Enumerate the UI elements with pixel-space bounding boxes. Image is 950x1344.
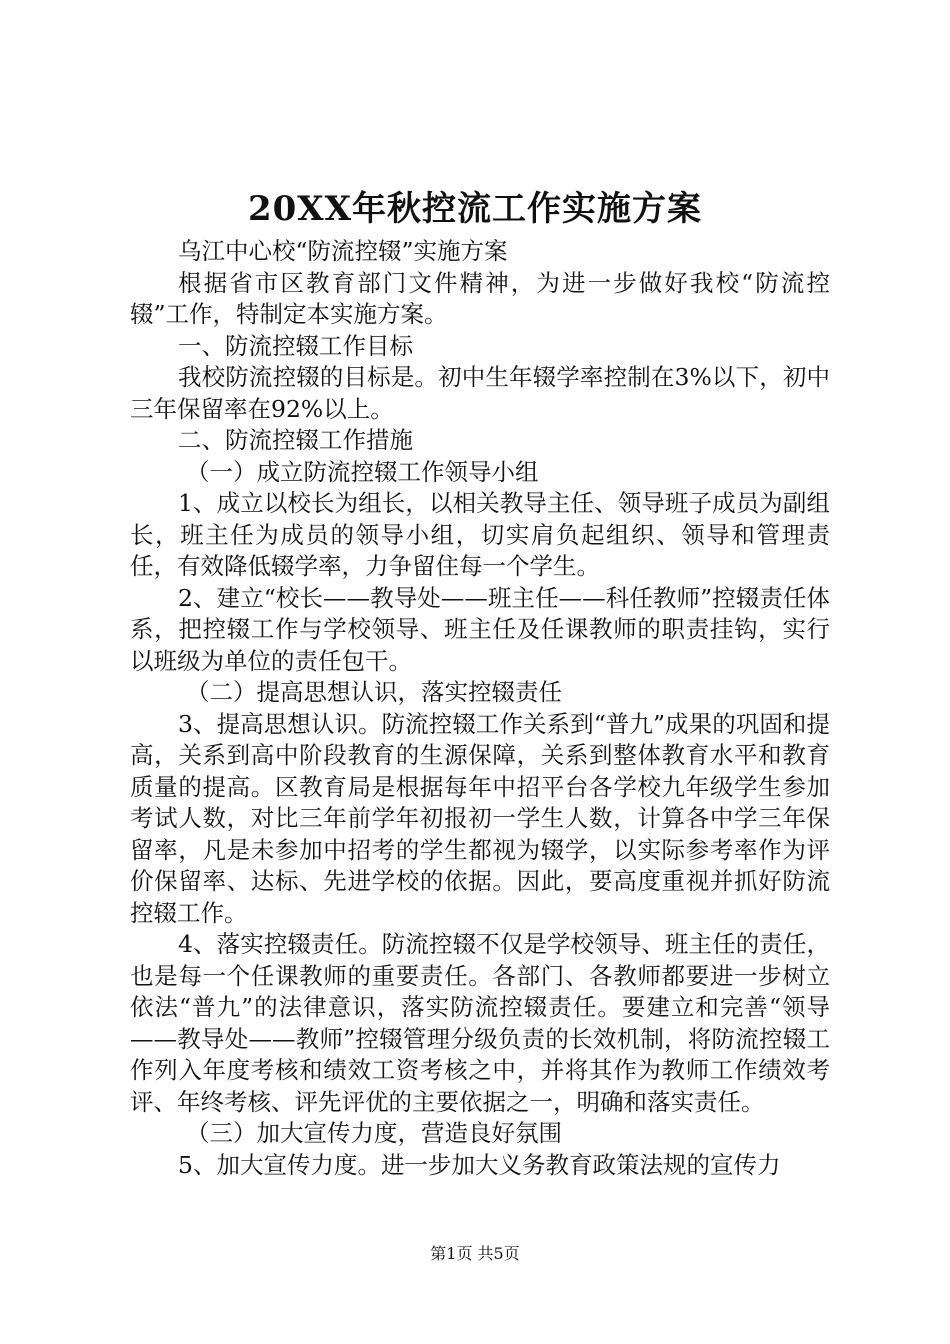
measure-paragraph-4: 4、落实控辍责任。防流控辍不仅是学校领导、班主任的责任，也是每一个任课教师的重要责任。各部门、各教师都要进一步树立依法“普九”的法律意识，落实防流控辍责任。要建立和完善“领导——教导处——教师”控辍管理分级负责的长效机制，将防流控辍工作列入年度考核和绩效工资考核之中，并将其作为教师工作绩效考评、年终考核、评先评优的主要依据之一，明确和落实责任。 — [130, 930, 830, 1116]
measure-paragraph-5: 5、加大宣传力度。进一步加大义务教育政策法规的宣传力 — [178, 1150, 781, 1179]
page-footer: 第1页 共5页 — [430, 1244, 520, 1263]
measure-paragraph-2: 2、建立“校长——教导处——班主任——科任教师”控辍责任体系，把控辍工作与学校领导、班主任及任课教师的职责挂钩，实行以班级为单位的责任包干。 — [130, 583, 830, 675]
section-heading-goals: 一、防流控辍工作目标 — [178, 331, 413, 360]
document-title: 20XX年秋控流工作实施方案 — [247, 189, 703, 229]
measure-paragraph-3: 3、提高思想认识。防流控辍工作关系到“普九”成果的巩固和提高，关系到高中阶段教育的生源保障，关系到整体教育水平和教育质量的提高。区教育局是根据每年中招平台各学校九年级学生参加考试人数，对比三年前学年初报初一学生人数，计算各中学三年保留率，凡是未参加中招考的学生都视为辍学，以实际参考率作为评价保留率、达标、先进学校的依据。因此，要高度重视并抓好防流控辍工作。 — [130, 709, 830, 927]
subsection-heading-3: （三）加大宣传力度，营造良好氛围 — [186, 1119, 562, 1147]
document-body — [130, 236, 830, 1181]
subtitle-paragraph: 乌江中心校“防流控辍”实施方案 — [178, 237, 508, 265]
goals-paragraph: 我校防流控辍的目标是。初中生年辍学率控制在3%以下，初中三年保留率在92%以上。 — [130, 363, 830, 423]
subsection-heading-1: （一）成立防流控辍工作领导小组 — [186, 457, 539, 486]
intro-paragraph: 根据省市区教育部门文件精神，为进一步做好我校“防流控辍”工作，特制定本实施方案。 — [130, 268, 830, 328]
measure-paragraph-1: 1、成立以校长为组长，以相关教导主任、领导班子成员为副组长，班主任为成员的领导小组，切实肩负起组织、领导和管理责任，有效降低辍学率，力争留住每一个学生。 — [130, 489, 830, 580]
subsection-heading-2: （二）提高思想认识，落实控辍责任 — [186, 678, 562, 706]
section-heading-measures: 二、防流控辍工作措施 — [178, 426, 413, 454]
